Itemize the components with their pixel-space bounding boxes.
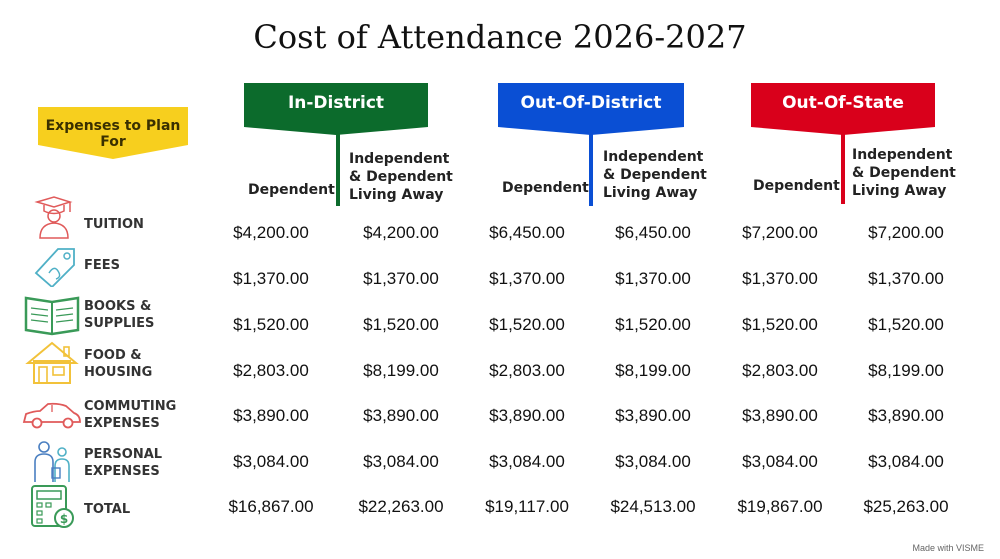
banner-label: Out-Of-District xyxy=(520,93,662,113)
cost-cell: $1,370.00 xyxy=(868,269,944,288)
cost-cell: $2,803.00 xyxy=(742,361,818,380)
cost-cell: $3,084.00 xyxy=(489,452,565,471)
banner-in-district xyxy=(244,83,428,135)
house-icon xyxy=(22,341,82,385)
cost-cell: $6,450.00 xyxy=(489,223,565,242)
expenses-label: Expenses to Plan For xyxy=(45,118,181,150)
cost-cell: $19,117.00 xyxy=(485,497,569,516)
subhead-independent: Independent & Dependent Living Away xyxy=(852,147,956,199)
cost-cell: $3,890.00 xyxy=(363,406,439,425)
expenses-banner xyxy=(38,107,188,159)
banner-label: In-District xyxy=(287,93,385,113)
svg-text:$: $ xyxy=(59,512,69,526)
book-icon xyxy=(22,292,82,336)
cost-cell: $1,370.00 xyxy=(742,269,818,288)
subhead-independent: Independent & Dependent Living Away xyxy=(349,151,453,203)
cost-cell: $3,890.00 xyxy=(742,406,818,425)
cost-cell: $7,200.00 xyxy=(742,223,818,242)
row-label-text: FOOD & HOUSING xyxy=(84,348,153,380)
car-icon xyxy=(22,392,82,436)
cost-cell: $19,867.00 xyxy=(737,497,823,516)
divider-out-of-state xyxy=(841,128,845,204)
cost-cell: $7,200.00 xyxy=(868,223,944,242)
page-title: Cost of Attendance 2026-2027 xyxy=(253,18,747,56)
cost-cell: $1,370.00 xyxy=(233,269,309,288)
cost-cell: $3,084.00 xyxy=(615,452,691,471)
cost-cell: $3,890.00 xyxy=(233,406,309,425)
cost-cell: $1,370.00 xyxy=(363,269,439,288)
row-label-text: FEES xyxy=(84,258,121,273)
row-label-total xyxy=(22,484,222,526)
calculator-icon xyxy=(22,484,82,528)
row-label-tuition xyxy=(22,196,222,238)
cost-cell: $6,450.00 xyxy=(615,223,691,242)
subhead-dependent: Dependent xyxy=(248,182,335,198)
divider-out-of-district xyxy=(589,130,593,206)
cost-cell: $1,520.00 xyxy=(489,315,565,334)
cost-cell: $4,200.00 xyxy=(363,223,439,242)
row-label-text: PERSONAL EXPENSES xyxy=(84,447,163,479)
cost-cell: $3,890.00 xyxy=(615,406,691,425)
divider-in-district xyxy=(336,130,340,206)
subhead-dependent: Dependent xyxy=(753,178,840,194)
row-label-text: BOOKS & SUPPLIES xyxy=(84,299,155,331)
cost-cell: $1,520.00 xyxy=(742,315,818,334)
banner-out-of-district xyxy=(498,83,684,135)
row-label-text: COMMUTING EXPENSES xyxy=(84,399,177,431)
row-label-books xyxy=(22,292,222,334)
graduate-icon xyxy=(22,196,82,240)
row-label-text: TUITION xyxy=(84,217,144,232)
cost-cell: $3,084.00 xyxy=(363,452,439,471)
cost-cell: $8,199.00 xyxy=(868,361,944,380)
banner-label: Out-Of-State xyxy=(782,93,904,113)
made-with-footer: Made with VISME xyxy=(912,543,984,553)
cost-cell: $1,520.00 xyxy=(868,315,944,334)
cost-cell: $3,084.00 xyxy=(233,452,309,471)
cost-cell: $3,084.00 xyxy=(742,452,818,471)
row-label-personal xyxy=(22,440,222,482)
cost-cell: $22,263.00 xyxy=(358,497,444,516)
cost-cell: $25,263.00 xyxy=(863,497,949,516)
cost-cell: $1,520.00 xyxy=(363,315,439,334)
cost-cell: $2,803.00 xyxy=(233,361,309,380)
subhead-independent: Independent & Dependent Living Away xyxy=(603,149,707,201)
cost-cell: $1,370.00 xyxy=(489,269,565,288)
cost-cell: $8,199.00 xyxy=(363,361,439,380)
cost-cell: $3,890.00 xyxy=(868,406,944,425)
cost-cell: $3,890.00 xyxy=(489,406,565,425)
row-label-fees xyxy=(22,243,222,285)
row-label-text: TOTAL xyxy=(84,502,131,517)
cost-cell: $16,867.00 xyxy=(228,497,314,516)
cost-cell: $1,520.00 xyxy=(233,315,309,334)
row-label-food-housing xyxy=(22,341,222,383)
cost-cell: $1,520.00 xyxy=(615,315,691,334)
cost-cell: $3,084.00 xyxy=(868,452,944,471)
subhead-dependent: Dependent xyxy=(502,180,589,196)
cost-cell: $4,200.00 xyxy=(233,223,309,242)
cost-cell: $24,513.00 xyxy=(610,497,696,516)
cost-cell: $1,370.00 xyxy=(615,269,691,288)
price-tag-icon xyxy=(22,243,82,287)
cost-cell: $8,199.00 xyxy=(615,361,691,380)
row-label-commuting xyxy=(22,392,222,434)
people-icon xyxy=(22,440,82,484)
cost-cell: $2,803.00 xyxy=(489,361,565,380)
